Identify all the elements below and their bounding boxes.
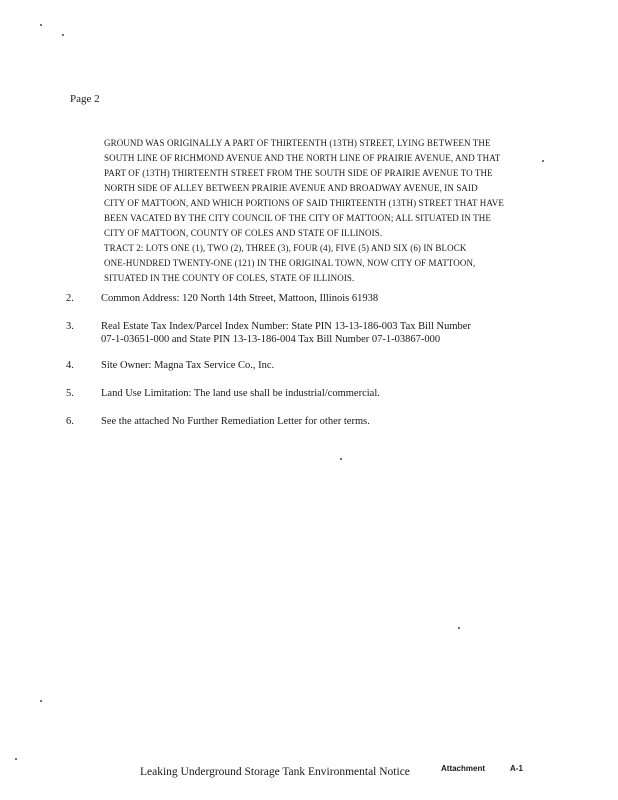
legal-description (104, 136, 524, 286)
legal-line: SITUATED IN THE COUNTY OF COLES, STATE OF ILLINOIS. (104, 273, 355, 283)
item-text: Common Address: 120 North 14th Street, Mattoon, Illinois 61938 (101, 293, 379, 304)
scan-speck (40, 700, 42, 702)
item-text: Site Owner: Magna Tax Service Co., Inc. (101, 360, 275, 371)
scan-speck (62, 34, 64, 36)
item-text: Real Estate Tax Index/Parcel Index Number: State PIN 13-13-186-003 Tax Bill Number (101, 321, 471, 332)
item-text: See the attached No Further Remediation Letter for other terms. (101, 416, 370, 427)
item-number: 4. (66, 360, 74, 371)
legal-line: PART OF (13TH) THIRTEENTH STREET FROM THE SOUTH SIDE OF PRAIRIE AVENUE TO THE (104, 168, 493, 178)
item-number: 3. (66, 321, 74, 332)
scan-speck (15, 758, 17, 760)
scan-speck (542, 160, 544, 162)
item-text: Land Use Limitation: The land use shall be industrial/commercial. (101, 388, 380, 399)
legal-line: BEEN VACATED BY THE CITY COUNCIL OF THE CITY OF MATTOON; ALL SITUATED IN THE (104, 213, 491, 223)
item-text: 07-1-03651-000 and State PIN 13-13-186-004 Tax Bill Number 07-1-03867-000 (101, 334, 441, 345)
legal-line: CITY OF MATTOON, AND WHICH PORTIONS OF SAID THIRTEENTH (13TH) STREET THAT HAVE (104, 198, 504, 208)
legal-line: NORTH SIDE OF ALLEY BETWEEN PRAIRIE AVENUE AND BROADWAY AVENUE, IN SAID (104, 183, 478, 193)
attachment-label: Attachment (441, 764, 486, 773)
footer-title: Leaking Underground Storage Tank Environmental Notice (140, 766, 410, 778)
legal-line: SOUTH LINE OF RICHMOND AVENUE AND THE NORTH LINE OF PRAIRIE AVENUE, AND THAT (104, 153, 501, 163)
page-number: Page 2 (70, 93, 100, 105)
legal-line: GROUND WAS ORIGINALLY A PART OF THIRTEENTH (13TH) STREET, LYING BETWEEN THE (104, 138, 491, 148)
item-number: 6. (66, 416, 74, 427)
item-number: 5. (66, 388, 74, 399)
scan-speck (340, 458, 342, 460)
legal-line: TRACT 2: LOTS ONE (1), TWO (2), THREE (3), FOUR (4), FIVE (5) AND SIX (6) IN BLOCK (104, 243, 467, 253)
scan-speck (458, 627, 460, 629)
legal-line: CITY OF MATTOON, COUNTY OF COLES AND STATE OF ILLINOIS. (104, 228, 383, 238)
item-number: 2. (66, 293, 74, 304)
scan-speck (40, 24, 42, 26)
legal-line: ONE-HUNDRED TWENTY-ONE (121) IN THE ORIGINAL TOWN, NOW CITY OF MATTOON, (104, 258, 476, 268)
attachment-code: A-1 (510, 764, 523, 773)
